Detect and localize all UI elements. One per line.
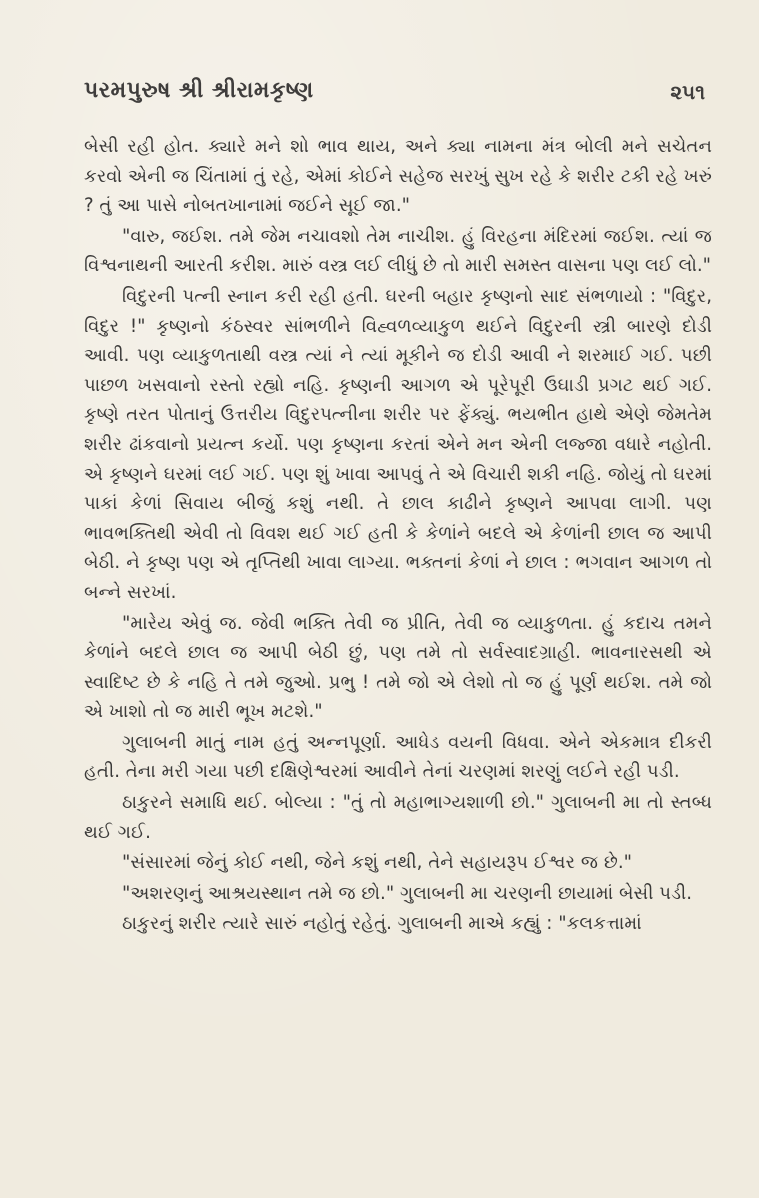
page-header: [84, 78, 705, 118]
paragraph: ગુલાબની માતું નામ હતું અન્નપૂર્ણા. આધેડ વયની વિધવા. એને એકમાત્ર દીકરી હતી. તેના મરી ગયા પછી દક્ષિણેશ્વરમાં આવીને તેનાં ચરણમાં શરણું લઈને રહી પડી.: [84, 731, 712, 783]
paragraph: "અશરણનું આશ્રયસ્થાન તમે જ છો." ગુલાબની મા ચરણની છાયામાં બેસી પડી.: [122, 882, 693, 904]
paragraph: "સંસારમાં જેનું કોઈ નથી, જેને કશું નથી, તેને સહાયરૂપ ઈશ્વર જ છે.": [122, 852, 633, 874]
page-number: ૨૫૧: [670, 80, 705, 104]
paragraph: વિદુરની પત્ની સ્નાન કરી રહી હતી. ઘરની બહાર કૃષ્ણનો સાદ સંભળાયો : "વિદુર, વિદુર !" કૃષ્ણનો કંઠસ્વર સાંભળીને વિહ્વળવ્યાકુળ થઈને વિદુરની સ્ત્રી બારણે દોડી આવી. પણ વ્યાકુળતાથી વસ્ત્ર ત્યાં ને ત્યાં મૂકીને જ દોડી આવી ને શરમાઈ ગઈ. પછી પાછળ ખસવાનો રસ્તો રહ્યો નહિ. કૃષ્ણની આગળ એ પૂરેપૂરી ઉઘાડી પ્રગટ થઈ ગઈ. કૃષ્ણે તરત પોતાનું ઉત્તરીય વિદુરપત્નીના શરીર પર ફેંક્યું. ભયભીત હાથે એણે જેમતેમ શરીર ઢાંકવાનો પ્રયત્ન કર્યો. પણ કૃષ્ણના કરતાં એને મન એની લજ્જા વધારે નહોતી. એ કૃષ્ણને ઘરમાં લઈ ગઈ. પણ શું ખાવા આપવું તે એ વિચારી શકી નહિ. જોયું તો ઘરમાં પાકાં કેળાં સિવાય બીજું કશું નથી. તે છાલ કાઢીને કૃષ્ણને આપવા લાગી. પણ ભાવભક્તિથી એવી તો વિવશ થઈ ગઈ હતી કે કેળાંને બદલે એ કેળાંની છાલ જ આપી બેઠી. ને કૃષ્ણ પણ એ તૃપ્તિથી ખાવા લાગ્યા. ભક્તનાં કેળાં ને છાલ : ભગવાન આગળ તો બન્ને સરખાં.: [84, 285, 712, 603]
running-title: પરમપુરુષ શ્રી શ્રીરામકૃષ્ણ: [84, 78, 314, 103]
body-text: [84, 132, 712, 940]
paragraph: ઠાકુરનું શરીર ત્યારે સારું નહોતું રહેતું. ગુલાબની માએ કહ્યું : "કલકત્તામાં: [122, 913, 642, 935]
paragraph: ઠાકુરને સમાધિ થઈ. બોલ્યા : "તું તો મહાભાગ્યશાળી છો." ગુલાબની મા તો સ્તબ્ધ થઈ ગઈ.: [84, 792, 712, 843]
paragraph: "વારુ, જઈશ. તમે જેમ નચાવશો તેમ નાચીશ. હું વિરહના મંદિરમાં જઈશ. ત્યાં જ વિશ્વનાથની આરતી કરીશ. મારું વસ્ત્ર લઈ લીધું છે તો મારી સમસ્ત વાસના પણ લઈ લો.": [84, 225, 712, 277]
paragraph-continued: બેસી રહી હોત. ક્યારે મને શો ભાવ થાય, અને ક્યા નામના મંત્ર બોલી મને સચેતન કરવો એની જ ચિંતામાં તું રહે, એમાં કોઈને સહેજ સરખું સુખ રહે કે શરીર ટકી રહે ખરું ? તું આ પાસે નોબતખાનામાં જઈને સૂઈ જા.": [84, 136, 712, 217]
paragraph: "મારેય એવું જ. જેવી ભક્તિ તેવી જ પ્રીતિ, તેવી જ વ્યાકુળતા. હું કદાચ તમને કેળાંને બદલે છાલ જ આપી બેઠી છું, પણ તમે તો સર્વસ્વાદગ્રાહી. ભાવનારસથી એ સ્વાદિષ્ટ છે કે નહિ તે તમે જુઓ. પ્રભુ ! તમે જો એ લેશો તો જ હું પૂર્ણ થઈશ. તમે જો એ ખાશો તો જ મારી ભૂખ મટશે.": [84, 612, 712, 723]
